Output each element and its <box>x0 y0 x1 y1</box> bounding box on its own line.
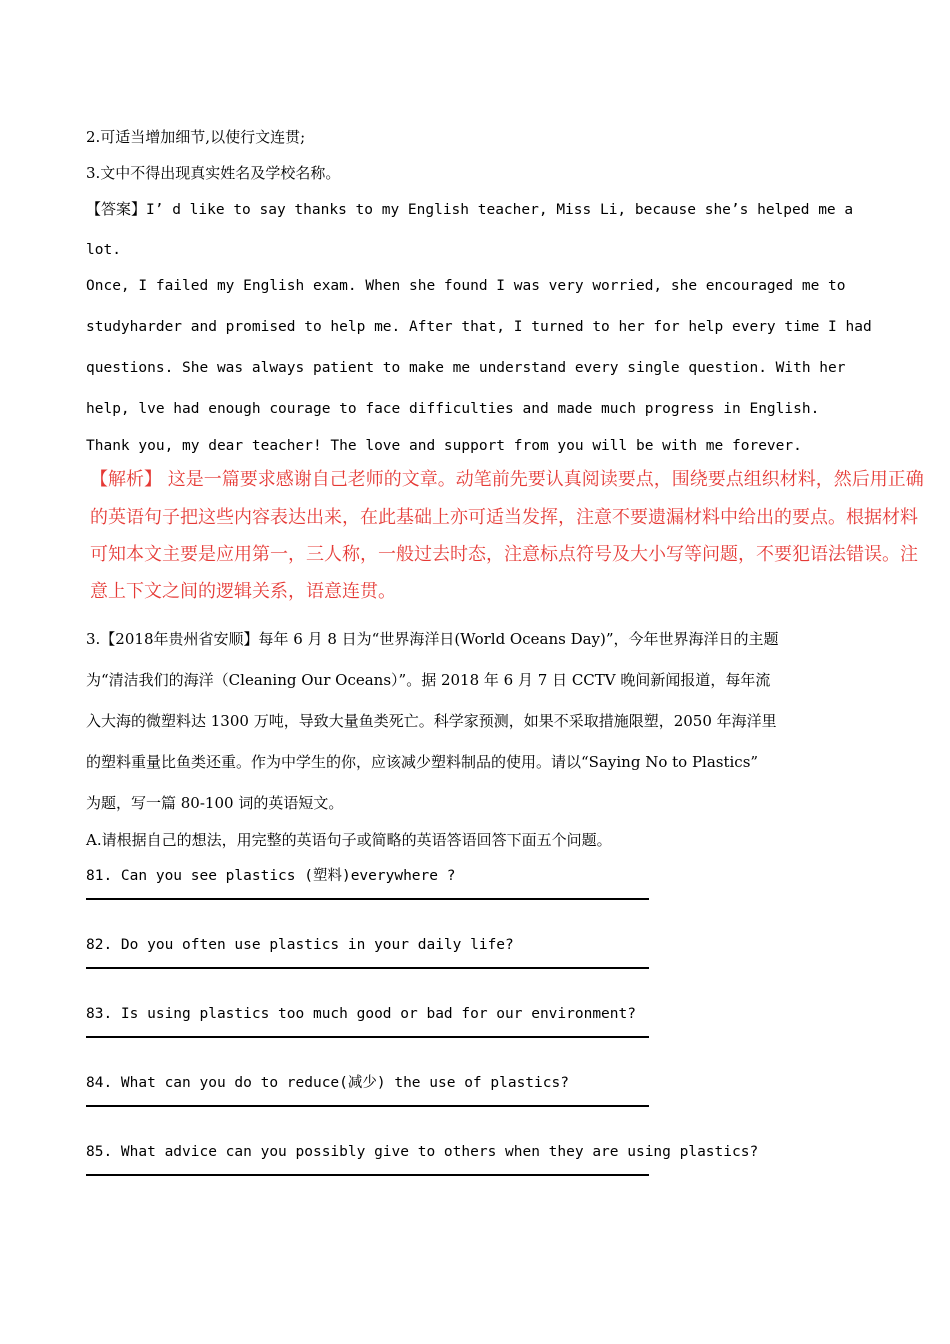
answer-blank-85[interactable] <box>86 1174 649 1176</box>
answer-line: studyharder and promised to help me. After that, I turned to her for help every time I had <box>86 319 872 335</box>
answer-line: lot. <box>86 242 121 258</box>
answer-blank-81[interactable] <box>86 898 649 900</box>
part-a-instruction: A.请根据自己的想法，用完整的英语句子或简略的英语答语回答下面五个问题。 <box>86 831 612 849</box>
question-83: 83. Is using plastics too much good or bad for our environment? <box>86 1006 636 1022</box>
requirement-3: 3.文中不得出现真实姓名及学校名称。 <box>86 164 341 182</box>
answer-line: Once, I failed my English exam. When she found I was very worried, she encouraged me to <box>86 278 846 294</box>
question3-line: 为“清洁我们的海洋（Cleaning Our Oceans）”。据 2018 年 6 月 7 日 CCTV 晚间新闻报道，每年流 <box>86 671 771 689</box>
question-81: 81. Can you see plastics (塑料)everywhere ? <box>86 868 456 884</box>
analysis-line: 可知本文主要是应用第一，三人称，一般过去时态，注意标点符号及大小写等问题，不要犯语法错误。注 <box>90 544 918 565</box>
analysis-line: 意上下文之间的逻辑关系，语意连贯。 <box>90 581 396 602</box>
question-85: 85. What advice can you possibly give to others when they are using plastics? <box>86 1144 759 1160</box>
answer-line: Thank you, my dear teacher! The love and support from you will be with me forever. <box>86 438 802 454</box>
answer-first-line <box>86 199 853 220</box>
answer-blank-82[interactable] <box>86 967 649 969</box>
answer-label: 【答案】 <box>86 200 147 218</box>
analysis-line: 的英语句子把这些内容表达出来，在此基础上亦可适当发挥，注意不要遗漏材料中给出的要点。根据材料 <box>90 507 918 528</box>
analysis-line: 【解析】 这是一篇要求感谢自己老师的文章。动笔前先要认真阅读要点，围绕要点组织材料，然后用正确 <box>90 469 924 490</box>
question-82: 82. Do you often use plastics in your daily life? <box>86 937 514 953</box>
answer-line: questions. She was always patient to make me understand every single question. With her <box>86 360 846 376</box>
question3-line: 入大海的微塑料达 1300 万吨，导致大量鱼类死亡。科学家预测，如果不采取措施限塑，2050 年海洋里 <box>86 712 777 730</box>
question-84: 84. What can you do to reduce(减少) the use of plastics? <box>86 1075 569 1091</box>
question3-line: 的塑料重量比鱼类还重。作为中学生的你，应该减少塑料制品的使用。请以“Saying No to Plastics” <box>86 753 759 771</box>
answer-blank-84[interactable] <box>86 1105 649 1107</box>
answer-line: help, lve had enough courage to face difficulties and made much progress in English. <box>86 401 820 417</box>
answer-blank-83[interactable] <box>86 1036 649 1038</box>
requirement-2: 2.可适当增加细节,以使行文连贯; <box>86 128 306 146</box>
question3-line: 为题，写一篇 80-100 词的英语短文。 <box>86 794 344 812</box>
answer-text: I’ d like to say thanks to my English teacher, Miss Li, because she’s helped me a <box>146 202 854 218</box>
question3-line: 3.【2018年贵州省安顺】每年 6 月 8 日为“世界海洋日(World Oceans Day)”，今年世界海洋日的主题 <box>86 630 779 648</box>
